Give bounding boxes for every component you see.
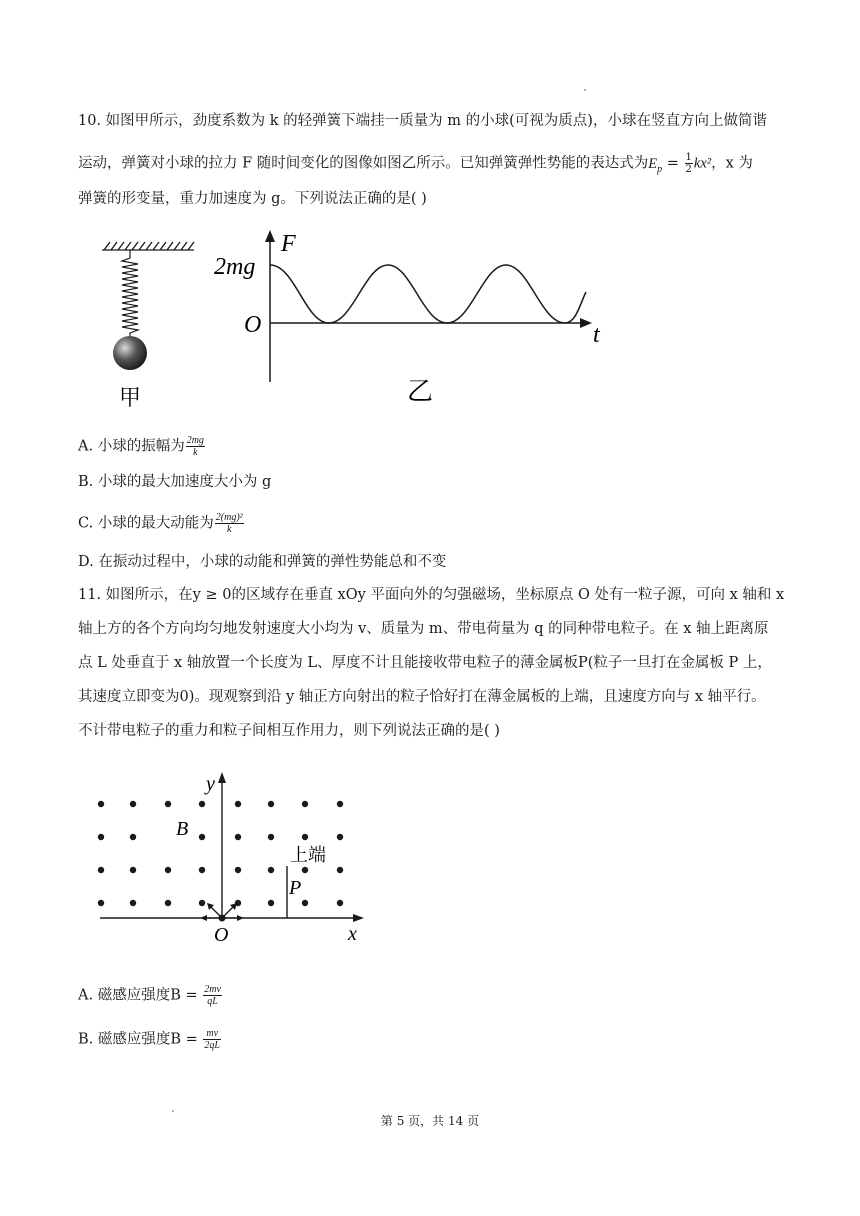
fig-O-label: O — [214, 924, 229, 946]
q10-option-c: C. 小球的最大动能为 $\frac{\text{2(mg)²}}{k}$ — [78, 512, 243, 535]
q10-line-2-text: 运动，弹簧对小球的拉力 F 随时间变化的图像如图乙所示。已知弹簧弹性势能的表达式为 — [78, 155, 649, 172]
f-axis-arrow — [265, 230, 275, 242]
option-a-fraction: $\frac{2mg}{k}$ — [186, 435, 204, 458]
q11-line-5: 不计带电粒子的重力和粒子间相互作用力，则下列说法正确的是( ) — [78, 723, 500, 739]
fig-2mg-label: 2mg — [214, 254, 256, 280]
ep-formula: $E_p$ — [648, 155, 663, 175]
q11-option-b: B. 磁感应强度B = $\frac{mv}{2qL}$ — [78, 1028, 220, 1051]
q10-figure — [90, 224, 630, 414]
q10-line-3: 弹簧的形变量，重力加速度为 g。下列说法正确的是( ) — [78, 191, 427, 207]
fig-top-label: 上端 — [290, 845, 326, 865]
t-axis-arrow — [580, 318, 592, 328]
half-fraction: $\frac{1}{2}$ — [685, 152, 692, 175]
fig-O-label: O — [244, 312, 262, 338]
fig-x-label: x — [348, 923, 357, 945]
q10-line-1: 10. 如图甲所示，劲度系数为 k 的轻弹簧下端挂一质量为 m 的小球(可视为质点)，小球在竖直方向上做简谐 — [78, 113, 767, 129]
fig-F-label: F — [281, 231, 296, 257]
option-b-fraction: $\frac{mv}{2qL}$ — [204, 1028, 220, 1051]
ball — [113, 336, 147, 370]
fig-P-label: P — [289, 877, 302, 899]
q10-option-b: B. 小球的最大加速度大小为 g — [78, 474, 272, 490]
q10-line-2: 运动，弹簧对小球的拉力 F 随时间变化的图像如图乙所示。已知弹簧弹性势能的表达式为$E_p$ = $\frac{1}{2}$ kx²，x 为 — [78, 152, 753, 175]
force-curve — [270, 265, 586, 323]
q10-option-a: A. 小球的振幅为 $\frac{2mg}{k}$ — [78, 435, 204, 458]
q11-line-1: 11. 如图所示，在y ≥ 0的区域存在垂直 xOy 平面向外的匀强磁场，坐标原点 O 处有一粒子源，可向 x 轴和 x — [78, 587, 785, 603]
fig-B-label: B — [176, 818, 189, 840]
page-footer: 第 5 页，共 14 页 — [380, 1114, 480, 1128]
q11-line-4: 其速度立即变为0)。现观察到沿 y 轴正方向射出的粒子恰好打在薄金属板的上端，且速度方向与 x 轴平行。 — [78, 689, 766, 705]
option-c-fraction: $\frac{\text{2(mg)²}}{k}$ — [215, 512, 243, 535]
q10-option-d: D. 在振动过程中，小球的动能和弹簧的弹性势能总和不变 — [78, 554, 447, 570]
fig-y-label: y — [206, 773, 215, 795]
q11-figure — [90, 766, 380, 946]
ceiling-hatch — [102, 242, 194, 250]
option-a-fraction: $\frac{2mv}{qL}$ — [204, 984, 221, 1007]
q11-line-3: 点 L 处垂直于 x 轴放置一个长度为 L、厚度不计且能接收带电粒子的薄金属板P(粒子一旦打在金属板 P 上， — [78, 655, 772, 671]
scan-dot — [584, 89, 586, 91]
q11-line-2: 轴上方的各个方向均匀地发射速度大小均为 v、质量为 m、带电荷量为 q 的同种带电粒子。在 x 轴上距离原 — [78, 621, 769, 637]
q11-option-a: A. 磁感应强度B = $\frac{2mv}{qL}$ — [78, 984, 221, 1007]
fig-t-label: t — [593, 322, 600, 348]
fig-jia-label: 甲 — [119, 385, 142, 410]
y-axis-arrow — [218, 772, 226, 783]
fig-yi-label: 乙 — [407, 377, 434, 406]
spring — [122, 250, 138, 338]
x-axis-arrow — [353, 914, 364, 922]
